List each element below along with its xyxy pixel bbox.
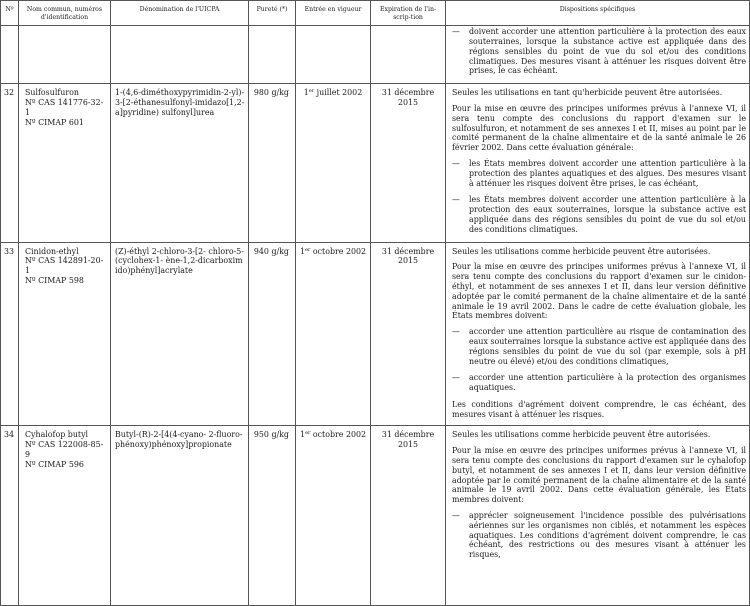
provision-dash: — les États membres doivent accorder une attention particulière à la protection des eaux souterraines, lorsque la substance active est appliquée dans des régions sensibles du point de vue du sol et/ou des conditions climatiques.: [452, 195, 746, 234]
cas-number: Nº CAS 122008-85-9: [25, 440, 104, 460]
provisions-cell: [446, 242, 750, 426]
provision-paragraph: Les conditions d'agrément doivent comprendre, le cas échéant, des mesures visant à atténuer les risques.: [452, 399, 746, 419]
row-number: 32: [1, 84, 19, 242]
provisions-cell: [446, 84, 750, 242]
iupac-name: 1-(4,6-diméthoxypyrimidin-2-yl)-3-[2-éthanesulfonyl-imidazo[1,2-a]pyridine) sulfonyl]urea: [111, 84, 249, 242]
provision-paragraph: Seules les utilisations en tant qu'herbicide peuvent être autorisées.: [452, 88, 723, 98]
provision-paragraph: Pour la mise en œuvre des principes uniformes prévus à l'annexe VI, il sera tenu compte des conclusions du rapport d'examen sur le sulfosulfuron, et notamment de ses annexes I et II, mises au point par le comité permanent de la chaîne alimentaire et de la santé animale le 26 février 2002. Dans cette évaluation générale:: [452, 103, 746, 153]
common-name: Cyhalofop butyl: [25, 430, 89, 440]
provision-dash: — les États membres doivent accorder une attention particulière à la protection des plantes aquatiques et des algues. Des mesures visant à atténuer les risques doivent être prises, le cas échéant,: [452, 159, 746, 188]
header-no: Nº: [1, 1, 19, 26]
common-name: Cinidon-ethyl: [25, 246, 79, 256]
cimap-number: Nº CIMAP 598: [25, 275, 84, 285]
cimap-number: Nº CIMAP 596: [25, 459, 84, 469]
header-expiry: Expiration de l'in-scrip-tion: [371, 1, 446, 26]
entry-date: 1er juillet 2002: [296, 84, 371, 242]
row-number: 33: [1, 242, 19, 426]
provision-dash: — apprécier soigneusement l'incidence possible des pulvérisations aériennes sur les organismes non ciblés, et notamment les espèces aquatiques. Les conditions d'agrément doivent comprendre, le cas échéant, des restrictions ou des mesures visant à atténuer les risques,: [452, 511, 746, 560]
table-row: [1, 84, 750, 242]
substance-name-cell: [19, 426, 111, 606]
header-purity: Pureté (*): [249, 1, 296, 26]
provision-paragraph: Seules les utilisations comme herbicide peuvent être autorisées.: [452, 430, 711, 440]
cimap-number: Nº CIMAP 601: [25, 117, 84, 127]
header-provisions: Dispositions spécifiques: [446, 1, 750, 26]
row-number: 34: [1, 426, 19, 606]
header-entry: Entrée en vigueur: [296, 1, 371, 26]
purity: 980 g/kg: [249, 84, 296, 242]
purity: 940 g/kg: [249, 242, 296, 426]
cas-number: Nº CAS 142891-20-1: [25, 256, 104, 276]
provision-dash: — accorder une attention particulière au risque de contamination des eaux souterraines lorsque la substance active est appliquée dans des régions sensibles du point de vue du sol (par exemple, sols à pH neutre ou élevé) et/ou des conditions climatiques,: [452, 327, 746, 366]
provision-paragraph: Pour la mise en œuvre des principes uniformes prévus à l'annexe VI, il sera tenu compte des conclusions du rapport d'examen sur le cyhalofop butyl, et notamment de ses annexes I et II, dans leur version définitive adoptée par le comité permanent de la chaîne alimentaire et de la santé animale le 19 avril 2002. Dans cette évaluation générale, les États membres doivent:: [452, 446, 746, 505]
provisions-cell: [446, 426, 750, 606]
table-row: [1, 426, 750, 606]
provision-dash: — doivent accorder une attention particulière à la protection des eaux souterraines, lorsque la substance active est appliquée dans des régions sensibles du point de vue du sol et/ou des conditions climatiques. Des mesures visant à atténuer les risques doivent être prises, le cas échéant.: [452, 27, 746, 76]
continuation-row: [1, 26, 750, 84]
substance-name-cell: [19, 84, 111, 242]
table-row: [1, 242, 750, 426]
provision-paragraph: Pour la mise en œuvre des principes uniformes prévus à l'annexe VI, il sera tenu compte des conclusions du rapport d'examen sur le cinidon- éthyl, et notamment de ses annexes I et II, dans leur version définitive adoptée par le comité permanent de la chaîne alimentaire et de la santé animale le 19 avril 2002. Dans le cadre de cette évaluation globale, les États membres doivent:: [452, 262, 746, 321]
expiry-date: 31 décembre 2015: [371, 242, 446, 426]
purity: 950 g/kg: [249, 426, 296, 606]
header-name: Nom commun, numéros d'identification: [19, 1, 111, 26]
provision-dash: — accorder une attention particulière à la protection des organismes aquatiques.: [452, 373, 746, 393]
entry-date: 1er octobre 2002: [296, 242, 371, 426]
expiry-date: 31 décembre 2015: [371, 84, 446, 242]
entry-date: 1er octobre 2002: [296, 426, 371, 606]
cas-number: Nº CAS 141776-32-1: [25, 97, 104, 117]
common-name: Sulfosulfuron: [25, 88, 79, 98]
provision-paragraph: Seules les utilisations comme herbicide peuvent être autorisées.: [452, 246, 711, 256]
iupac-name: (Z)-éthyl 2-chloro-3-[2- chloro-5-(cyclohex-1- ène-1,2-dicarboximido)phényl]acrylate: [111, 242, 249, 426]
iupac-name: Butyl-(R)-2-[4(4-cyano- 2-fluoro-phénoxy)phénoxy]propionate: [111, 426, 249, 606]
expiry-date: 31 décembre 2015: [371, 426, 446, 606]
header-iupac: Dénomination de l'UICPA: [111, 1, 249, 26]
substance-name-cell: [19, 242, 111, 426]
header-row: [1, 1, 750, 26]
